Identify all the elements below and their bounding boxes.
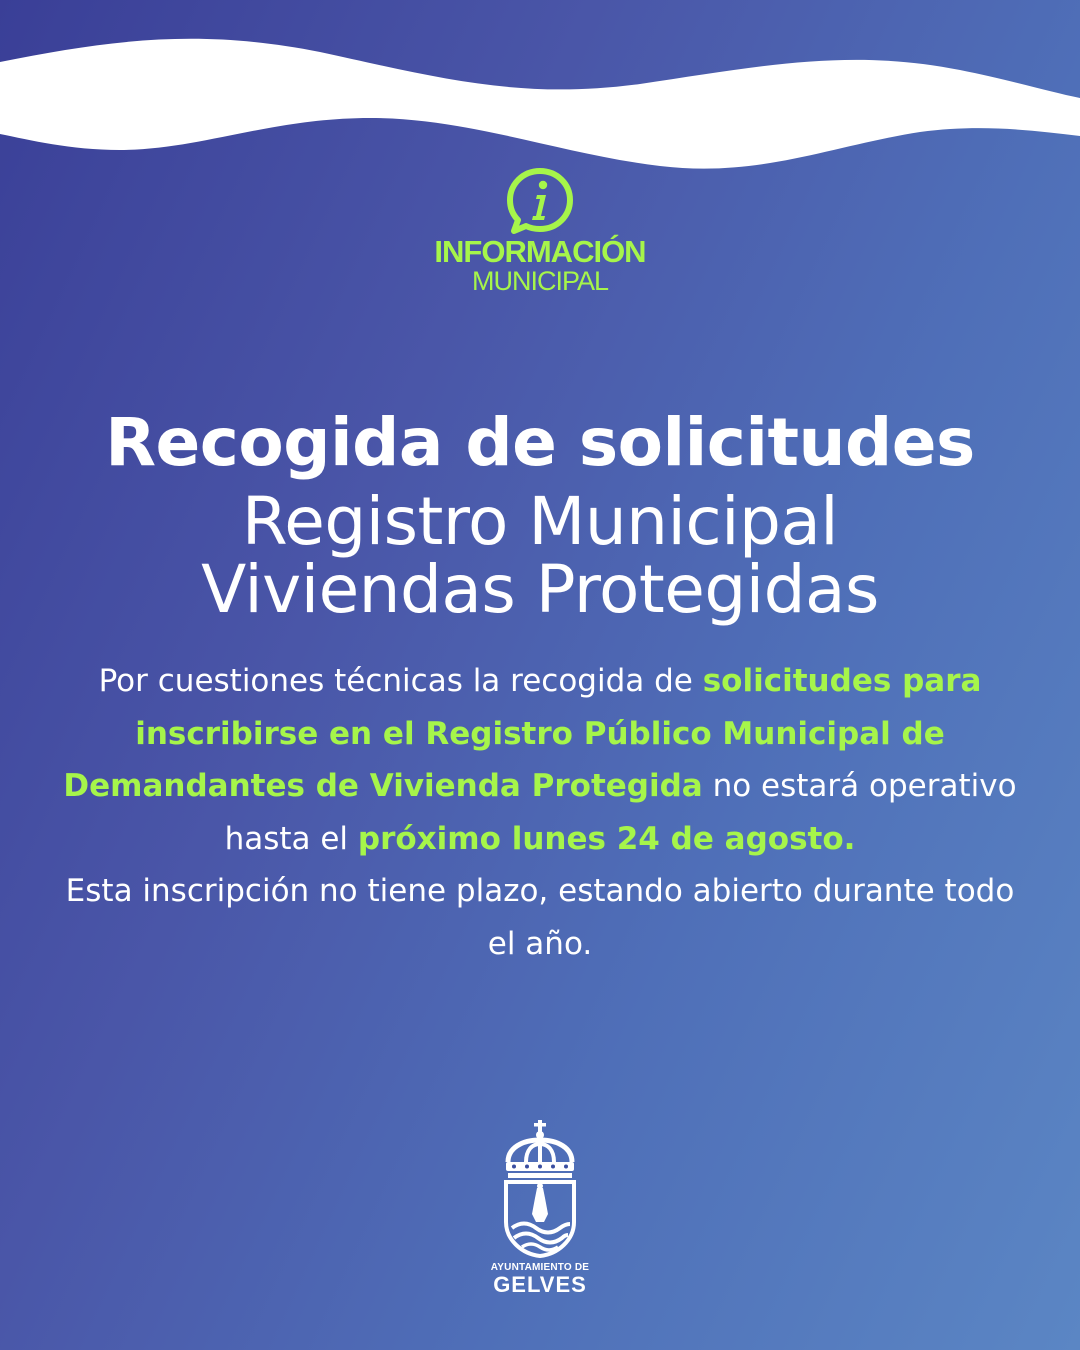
- caption-gelves: GELVES: [493, 1272, 587, 1297]
- municipal-crest-icon: [490, 1118, 590, 1258]
- body-highlight-1: solicitudes para inscribirse en el Registro Público Municipal de Demandantes de Vivienda Protegida: [63, 663, 982, 804]
- body-highlight-2: próximo lunes 24 de agosto.: [357, 820, 856, 857]
- body-text-1: Por cuestiones técnicas la recogida de: [98, 663, 703, 699]
- body-paragraph: [60, 655, 1020, 970]
- brand-line-2: MUNICIPAL: [471, 266, 609, 296]
- crest-caption: [0, 1262, 1080, 1296]
- headline: [0, 398, 1080, 628]
- body-text-2: no estará operativo hasta el: [224, 768, 1017, 857]
- title-line-2: Registro Municipal: [241, 483, 839, 560]
- title-line-3: Viviendas Protegidas: [201, 551, 879, 628]
- body-text-3: Esta inscripción no tiene plazo, estando abierto durante todo el año.: [65, 873, 1015, 962]
- brand-line-1: INFORMACIÓN: [434, 234, 646, 269]
- info-chat-bubble-icon: [504, 165, 576, 237]
- caption-ayuntamiento: AYUNTAMIENTO DE: [490, 1262, 590, 1273]
- title-line-1: Recogida de solicitudes: [105, 404, 975, 481]
- info-municipal-logo: [0, 165, 1080, 295]
